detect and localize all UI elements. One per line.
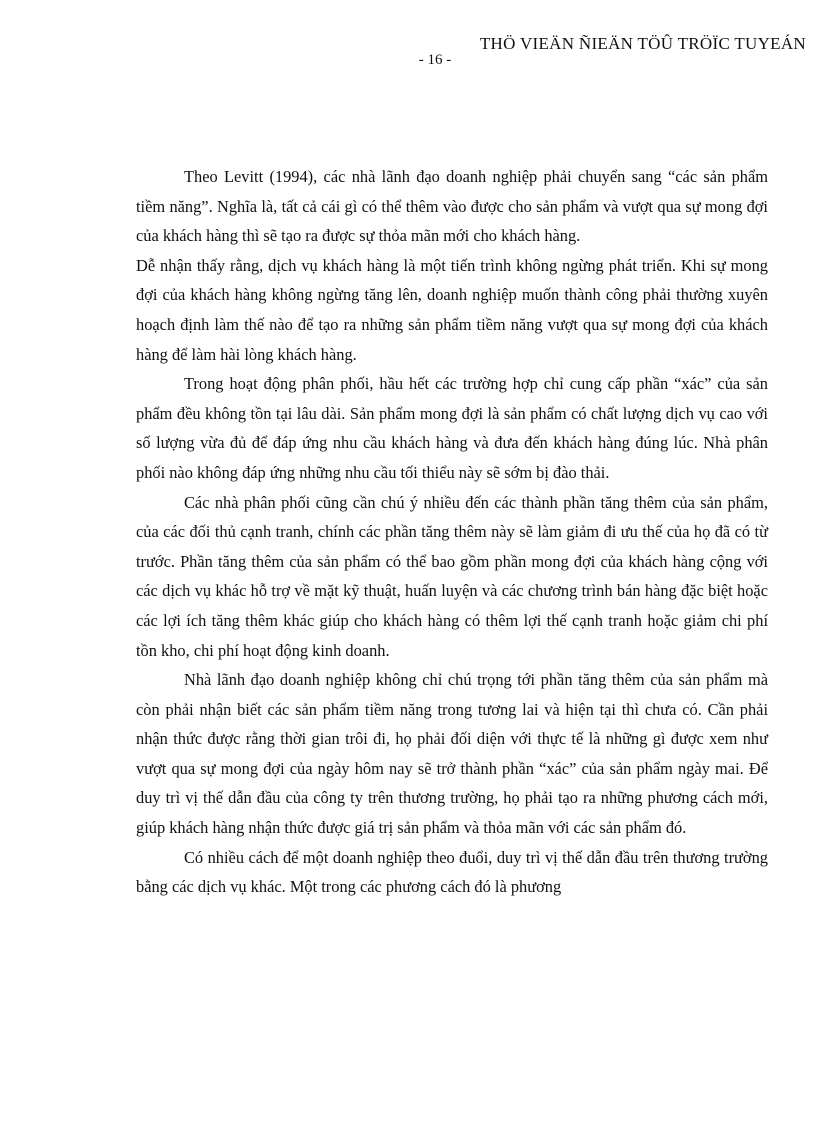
library-watermark-header: THÖ VIEÄN ÑIEÄN TÖÛ TRÖÏC TUYEÁN	[479, 34, 806, 53]
paragraph-levitt: Theo Levitt (1994), các nhà lãnh đạo doanh nghiệp phải chuyển sang “các sản phẩm tiềm năng”. Nghĩa là, tất cả cái gì có thể thêm vào được cho sản phẩm và vượt qua sự mong đợi của khách hàng thì sẽ tạo ra được sự thỏa mãn mới cho khách hàng.	[136, 167, 768, 246]
paragraph-continuous-development: Dễ nhận thấy rằng, dịch vụ khách hàng là một tiến trình không ngừng phát triển. Khi sự mong đợi của khách hàng không ngừng tăng lên, doanh nghiệp muốn thành công phải thường xuyên hoạch định làm thế nào để tạo ra những sản phẩm tiềm năng vượt qua sự mong đợi của khách hàng để làm hài lòng khách hàng.	[136, 255, 768, 364]
paragraph-potential-products: Nhà lãnh đạo doanh nghiệp không chỉ chú trọng tới phần tăng thêm của sản phẩm mà còn phải nhận biết các sản phẩm tiềm năng trong tương lai và hiện tại thì chưa có. Cần phải nhận thức được rằng thời gian trôi đi, họ phải đối diện với thực tế là những gì được xem như vượt qua sự mong đợi của ngày hôm nay sẽ trở thành phần “xác” của sản phẩm ngày mai. Để duy trì vị thế dẫn đầu của công ty trên thương trường, họ phải tạo ra những phương cách mới, giúp khách hàng nhận thức được giá trị sản phẩm và thỏa mãn với các sản phẩm đó.	[136, 670, 768, 838]
body-text	[136, 162, 768, 902]
page-number: - 16 -	[418, 52, 452, 68]
paragraph-many-ways: Có nhiều cách để một doanh nghiệp theo đuổi, duy trì vị thế dẫn đầu trên thương trường bằng các dịch vụ khác. Một trong các phương cách đó là phương	[136, 847, 768, 897]
paragraph-distribution: Trong hoạt động phân phối, hầu hết các trường hợp chỉ cung cấp phần “xác” của sản phẩm đều không tồn tại lâu dài. Sản phẩm mong đợi là sản phẩm có chất lượng dịch vụ cao với số lượng vừa đủ để đáp ứng nhu cầu khách hàng và đưa đến khách hàng đúng lúc. Nhà phân phối nào không đáp ứng những nhu cầu tối thiểu này sẽ sớm bị đào thải.	[136, 374, 768, 482]
paragraph-added-components: Các nhà phân phối cũng cần chú ý nhiều đến các thành phần tăng thêm của sản phẩm, của các đối thủ cạnh tranh, chính các phần tăng thêm này sẽ làm giảm đi ưu thế của họ đã có từ trước. Phần tăng thêm của sản phẩm có thể bao gồm phần mong đợi của khách hàng cộng với các dịch vụ khác hỗ trợ về mặt kỹ thuật, huấn luyện và các chương trình bán hàng đặc biệt hoặc các lợi ích tăng thêm khác giúp cho khách hàng có thêm lợi thế cạnh tranh hoặc giảm chi phí tồn kho, chi phí hoạt động kinh doanh.	[136, 492, 768, 660]
